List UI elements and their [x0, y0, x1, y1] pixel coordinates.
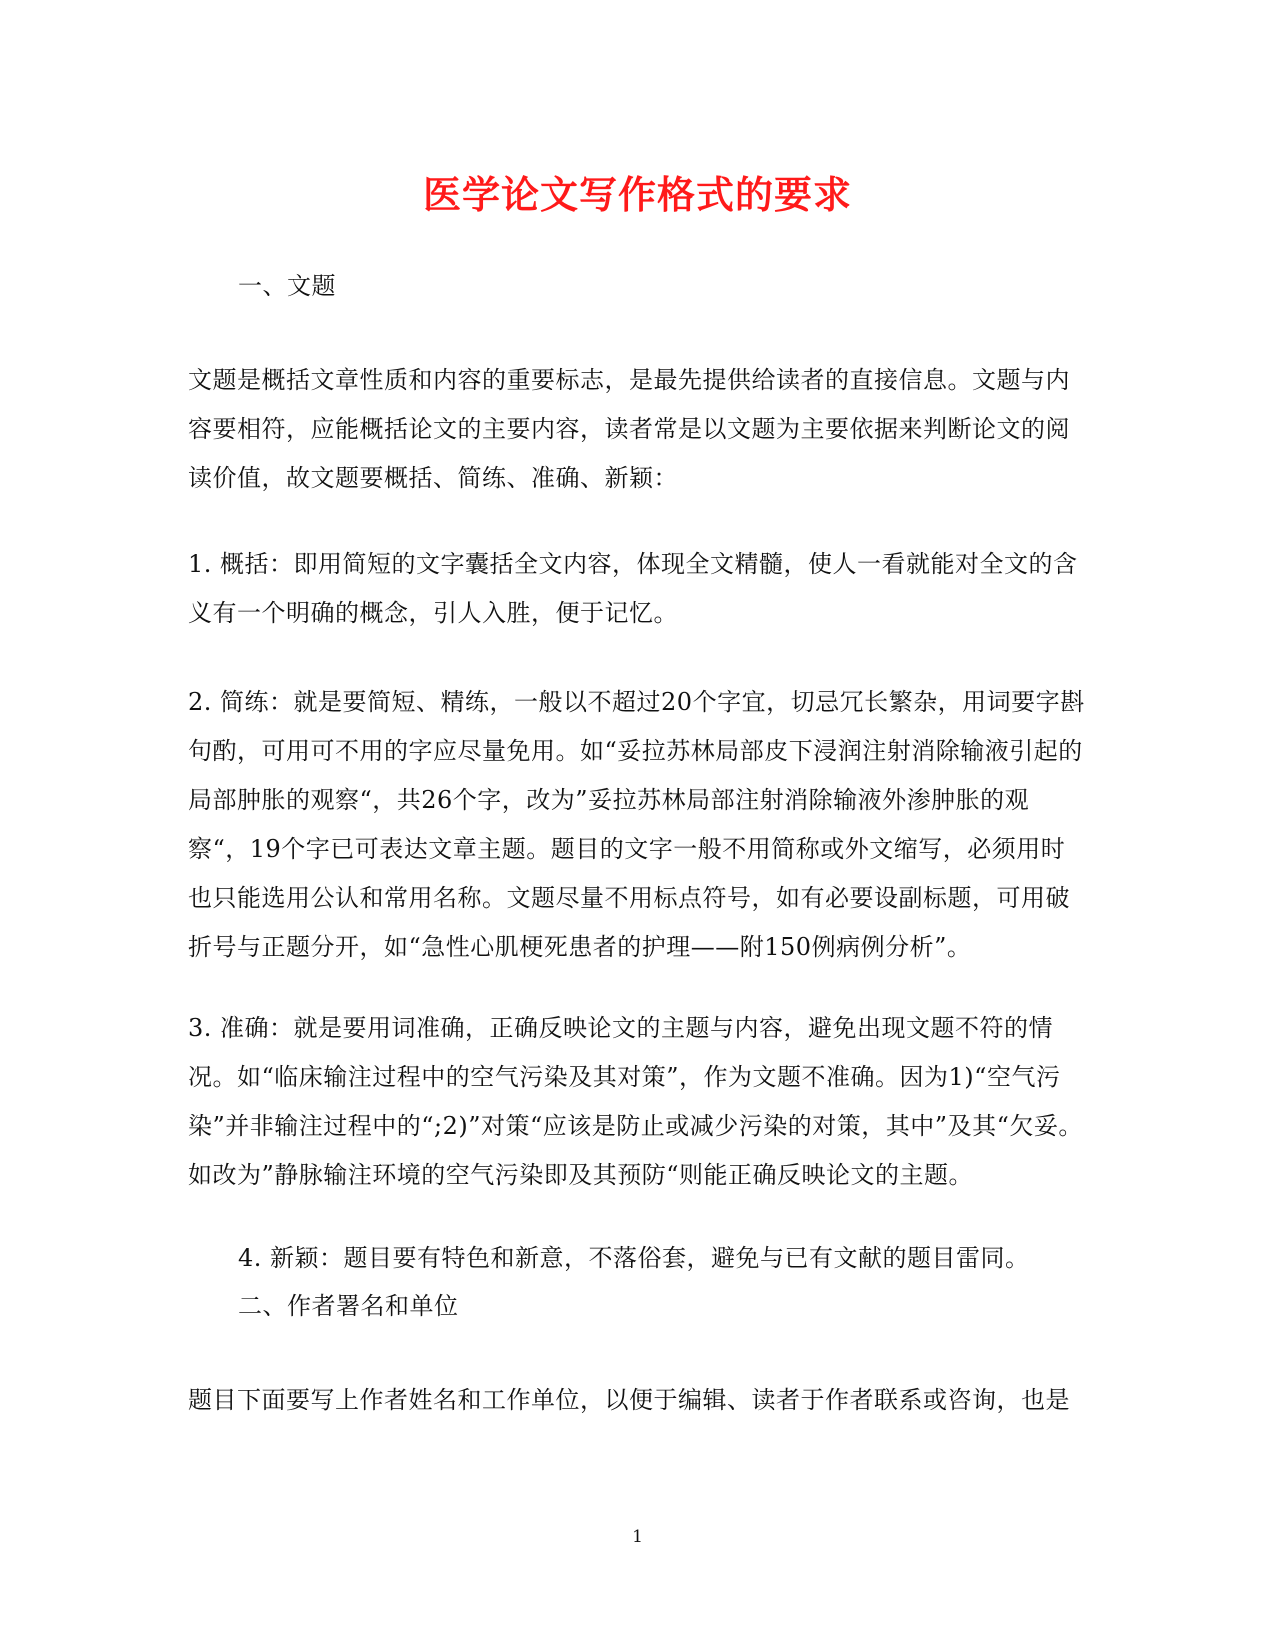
section-heading-title: 一、文题: [238, 272, 336, 300]
section-heading-authors: 二、作者署名和单位: [238, 1292, 459, 1320]
paragraph-title-intro: 文题是概括文章性质和内容的重要标志，是最先提供给读者的直接信息。文题与内容要相符，应能概括论文的主要内容，读者常是以文题为主要依据来判断论文的阅读价值，故文题要概括、简练、准确、新颖：: [188, 366, 1070, 492]
document-title: 医学论文写作格式的要求: [422, 172, 852, 217]
list-item-novel: 4. 新颖：题目要有特色和新意，不落俗套，避免与已有文献的题目雷同。: [238, 1244, 1030, 1272]
list-item-summarize: 1. 概括：即用简短的文字囊括全文内容，体现全文精髓，使人一看就能对全文的含义有一个明确的概念，引人入胜，便于记忆。: [188, 550, 1078, 627]
list-item-accurate: 3. 准确：就是要用词准确，正确反映论文的主题与内容，避免出现文题不符的情况。如“临床输注过程中的空气污染及其对策”，作为文题不准确。因为1)“空气污染”并非输注过程中的“;2)”对策“应该是防止或减少污染的对策，其中”及其“欠妥。如改为”静脉输注环境的空气污染即及其预防“则能正确反映论文的主题。: [188, 1014, 1083, 1189]
paragraph-authors-intro: 题目下面要写上作者姓名和工作单位，以便于编辑、读者于作者联系或咨询，也是: [188, 1386, 1070, 1414]
page-number: 1: [632, 1527, 643, 1547]
list-item-concise: 2. 简练：就是要简短、精练，一般以不超过20个字宜，切忌冗长繁杂，用词要字斟句酌，可用可不用的字应尽量免用。如“妥拉苏林局部皮下浸润注射消除输液引起的局部肿胀的观察“，共26个字，改为”妥拉苏林局部注射消除输液外渗肿胀的观察“，19个字已可表达文章主题。题目的文字一般不用简称或外文缩写，必须用时也只能选用公认和常用名称。文题尽量不用标点符号，如有必要设副标题，可用破折号与正题分开，如“急性心肌梗死患者的护理——附150例病例分析”。: [188, 688, 1085, 961]
